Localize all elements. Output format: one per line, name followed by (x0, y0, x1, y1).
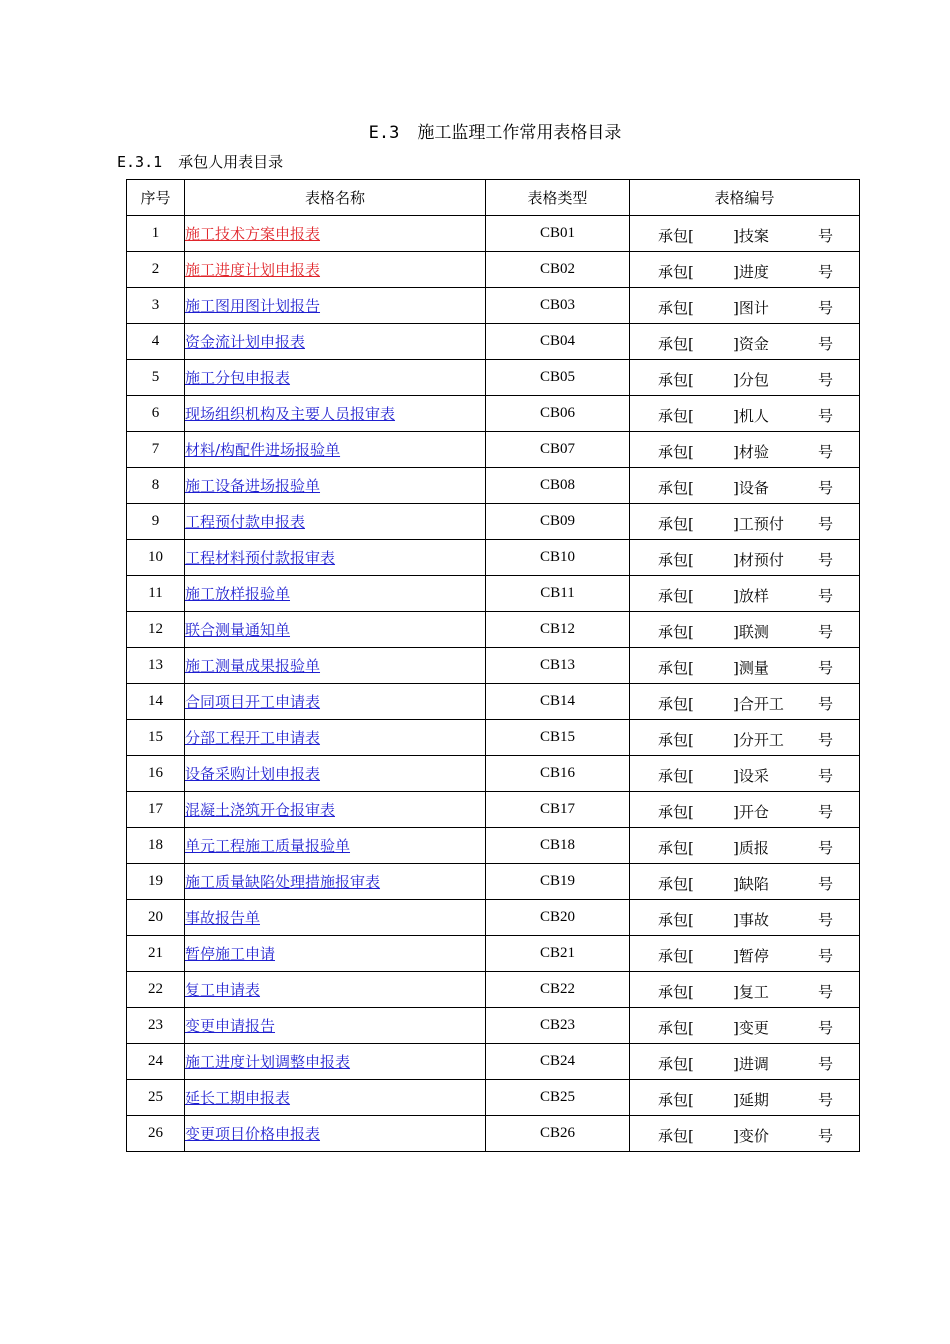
form-name-cell (185, 1044, 486, 1080)
code-prefix: 承包[ (658, 659, 694, 677)
row-index: 5 (127, 360, 185, 396)
form-name-link[interactable]: 施工技术方案申报表 (185, 225, 321, 243)
code-abbreviation: ]设备 (733, 479, 769, 497)
form-code-cell (630, 756, 860, 792)
form-code-cell (630, 360, 860, 396)
code-suffix: 号 (818, 443, 834, 461)
form-type-cell: CB15 (486, 720, 630, 756)
form-code-cell (630, 612, 860, 648)
code-abbreviation: ]分开工 (733, 731, 784, 749)
form-name-link[interactable]: 复工申请表 (185, 981, 261, 999)
header-form-name: 表格名称 (185, 180, 486, 216)
table-row (127, 360, 860, 396)
table-row (127, 684, 860, 720)
row-index: 10 (127, 540, 185, 576)
form-type-cell: CB08 (486, 468, 630, 504)
form-name-cell (185, 612, 486, 648)
form-name-link[interactable]: 施工分包申报表 (185, 369, 291, 387)
code-prefix: 承包[ (658, 479, 694, 497)
form-type-cell: CB07 (486, 432, 630, 468)
form-type-cell: CB21 (486, 936, 630, 972)
form-name-cell (185, 900, 486, 936)
form-name-cell (185, 432, 486, 468)
row-index: 24 (127, 1044, 185, 1080)
code-suffix: 号 (818, 263, 834, 281)
code-suffix: 号 (818, 839, 834, 857)
form-name-link[interactable]: 混凝土浇筑开仓报审表 (185, 801, 336, 819)
form-code-cell (630, 900, 860, 936)
form-name-link[interactable]: 变更项目价格申报表 (185, 1125, 321, 1143)
row-index: 16 (127, 756, 185, 792)
code-abbreviation: ]变更 (733, 1019, 769, 1037)
row-index: 23 (127, 1008, 185, 1044)
code-suffix: 号 (818, 1127, 834, 1145)
form-code-cell (630, 684, 860, 720)
code-abbreviation: ]质报 (733, 839, 769, 857)
row-index: 6 (127, 396, 185, 432)
form-type-cell: CB14 (486, 684, 630, 720)
form-type-cell: CB03 (486, 288, 630, 324)
form-name-link[interactable]: 施工设备进场报验单 (185, 477, 321, 495)
form-name-cell (185, 972, 486, 1008)
code-suffix: 号 (818, 371, 834, 389)
code-suffix: 号 (818, 767, 834, 785)
form-name-link[interactable]: 施工质量缺陷处理措施报审表 (185, 873, 381, 891)
code-suffix: 号 (818, 803, 834, 821)
code-abbreviation: ]材预付 (733, 551, 784, 569)
code-prefix: 承包[ (658, 947, 694, 965)
code-suffix: 号 (818, 335, 834, 353)
table-row (127, 468, 860, 504)
table-row (127, 900, 860, 936)
form-name-cell (185, 684, 486, 720)
table-row (127, 936, 860, 972)
form-name-link[interactable]: 材料/构配件进场报验单 (185, 441, 341, 459)
form-name-link[interactable]: 分部工程开工申请表 (185, 729, 321, 747)
code-suffix: 号 (818, 695, 834, 713)
form-name-cell (185, 324, 486, 360)
form-name-link[interactable]: 单元工程施工质量报验单 (185, 837, 351, 855)
row-index: 25 (127, 1080, 185, 1116)
form-name-link[interactable]: 施工放样报验单 (185, 585, 291, 603)
header-index: 序号 (127, 180, 185, 216)
form-catalog-table (126, 179, 860, 1152)
code-prefix: 承包[ (658, 875, 694, 893)
row-index: 18 (127, 828, 185, 864)
form-code-cell (630, 396, 860, 432)
code-abbreviation: ]设采 (733, 767, 769, 785)
code-prefix: 承包[ (658, 695, 694, 713)
code-prefix: 承包[ (658, 911, 694, 929)
form-code-cell (630, 288, 860, 324)
code-suffix: 号 (818, 1019, 834, 1037)
table-row (127, 504, 860, 540)
form-name-cell (185, 864, 486, 900)
code-suffix: 号 (818, 515, 834, 533)
table-row (127, 288, 860, 324)
form-code-cell (630, 468, 860, 504)
form-type-cell: CB18 (486, 828, 630, 864)
row-index: 4 (127, 324, 185, 360)
form-name-link[interactable]: 资金流计划申报表 (185, 333, 306, 351)
code-abbreviation: ]延期 (733, 1091, 769, 1109)
code-prefix: 承包[ (658, 731, 694, 749)
code-abbreviation: ]合开工 (733, 695, 784, 713)
table-row (127, 576, 860, 612)
form-name-link[interactable]: 施工测量成果报验单 (185, 657, 321, 675)
code-prefix: 承包[ (658, 839, 694, 857)
code-abbreviation: ]机人 (733, 407, 769, 425)
code-prefix: 承包[ (658, 407, 694, 425)
form-name-cell (185, 1116, 486, 1152)
code-abbreviation: ]图计 (733, 299, 769, 317)
table-row (127, 720, 860, 756)
form-code-cell (630, 828, 860, 864)
row-index: 2 (127, 252, 185, 288)
table-row (127, 396, 860, 432)
form-code-cell (630, 1080, 860, 1116)
code-prefix: 承包[ (658, 551, 694, 569)
code-abbreviation: ]缺陷 (733, 875, 769, 893)
code-abbreviation: ]联测 (733, 623, 769, 641)
code-prefix: 承包[ (658, 1055, 694, 1073)
code-suffix: 号 (818, 1091, 834, 1109)
form-name-cell (185, 1008, 486, 1044)
code-abbreviation: ]进度 (733, 263, 769, 281)
table-row (127, 540, 860, 576)
table-row (127, 1116, 860, 1152)
code-suffix: 号 (818, 947, 834, 965)
form-code-cell (630, 540, 860, 576)
row-index: 9 (127, 504, 185, 540)
code-suffix: 号 (818, 911, 834, 929)
table-row (127, 216, 860, 252)
code-prefix: 承包[ (658, 1091, 694, 1109)
form-code-cell (630, 936, 860, 972)
row-index: 7 (127, 432, 185, 468)
form-name-cell (185, 540, 486, 576)
code-abbreviation: ]分包 (733, 371, 769, 389)
form-name-link[interactable]: 设备采购计划申报表 (185, 765, 321, 783)
table-row (127, 1008, 860, 1044)
form-type-cell: CB26 (486, 1116, 630, 1152)
row-index: 26 (127, 1116, 185, 1152)
table-row (127, 828, 860, 864)
form-type-cell: CB22 (486, 972, 630, 1008)
table-row (127, 648, 860, 684)
section-number: E.3 (368, 123, 400, 143)
code-prefix: 承包[ (658, 299, 694, 317)
code-prefix: 承包[ (658, 515, 694, 533)
form-code-cell (630, 324, 860, 360)
code-suffix: 号 (818, 623, 834, 641)
form-type-cell: CB11 (486, 576, 630, 612)
code-abbreviation: ]放样 (733, 587, 769, 605)
form-name-cell (185, 936, 486, 972)
form-name-link[interactable]: 联合测量通知单 (185, 621, 291, 639)
code-suffix: 号 (818, 299, 834, 317)
form-type-cell: CB16 (486, 756, 630, 792)
row-index: 20 (127, 900, 185, 936)
code-suffix: 号 (818, 1055, 834, 1073)
form-name-link[interactable]: 施工进度计划申报表 (185, 261, 321, 279)
subsection-heading (117, 151, 283, 172)
form-name-link[interactable]: 延长工期申报表 (185, 1089, 291, 1107)
form-name-cell (185, 576, 486, 612)
page-title (0, 118, 950, 143)
form-code-cell (630, 972, 860, 1008)
code-suffix: 号 (818, 587, 834, 605)
form-type-cell: CB05 (486, 360, 630, 396)
form-name-cell (185, 504, 486, 540)
form-name-link[interactable]: 工程预付款申报表 (185, 513, 306, 531)
code-prefix: 承包[ (658, 443, 694, 461)
row-index: 19 (127, 864, 185, 900)
code-prefix: 承包[ (658, 623, 694, 641)
code-prefix: 承包[ (658, 371, 694, 389)
code-abbreviation: ]复工 (733, 983, 769, 1001)
form-name-cell (185, 216, 486, 252)
form-name-cell (185, 288, 486, 324)
row-index: 12 (127, 612, 185, 648)
code-abbreviation: ]资金 (733, 335, 769, 353)
form-code-cell (630, 216, 860, 252)
row-index: 14 (127, 684, 185, 720)
header-form-type: 表格类型 (486, 180, 630, 216)
form-name-link[interactable]: 施工图用图计划报告 (185, 297, 321, 315)
form-code-cell (630, 1008, 860, 1044)
code-abbreviation: ]技案 (733, 227, 769, 245)
code-abbreviation: ]开仓 (733, 803, 769, 821)
form-type-cell: CB04 (486, 324, 630, 360)
form-code-cell (630, 1116, 860, 1152)
form-name-cell (185, 396, 486, 432)
row-index: 17 (127, 792, 185, 828)
code-abbreviation: ]暂停 (733, 947, 769, 965)
row-index: 15 (127, 720, 185, 756)
form-name-cell (185, 1080, 486, 1116)
form-code-cell (630, 792, 860, 828)
form-code-cell (630, 1044, 860, 1080)
code-abbreviation: ]材验 (733, 443, 769, 461)
form-type-cell: CB06 (486, 396, 630, 432)
form-code-cell (630, 576, 860, 612)
header-form-code: 表格编号 (630, 180, 860, 216)
code-abbreviation: ]事故 (733, 911, 769, 929)
form-name-cell (185, 648, 486, 684)
code-prefix: 承包[ (658, 227, 694, 245)
code-prefix: 承包[ (658, 1127, 694, 1145)
row-index: 3 (127, 288, 185, 324)
form-type-cell: CB12 (486, 612, 630, 648)
code-suffix: 号 (818, 227, 834, 245)
form-code-cell (630, 252, 860, 288)
table-row (127, 324, 860, 360)
form-type-cell: CB13 (486, 648, 630, 684)
form-name-link[interactable]: 变更申请报告 (185, 1017, 276, 1035)
row-index: 8 (127, 468, 185, 504)
code-prefix: 承包[ (658, 263, 694, 281)
section-title: 施工监理工作常用表格目录 (417, 123, 622, 143)
row-index: 11 (127, 576, 185, 612)
table-row (127, 252, 860, 288)
code-suffix: 号 (818, 407, 834, 425)
form-name-cell (185, 828, 486, 864)
code-prefix: 承包[ (658, 587, 694, 605)
form-name-cell (185, 252, 486, 288)
table-row (127, 1044, 860, 1080)
form-name-link[interactable]: 工程材料预付款报审表 (185, 549, 336, 567)
row-index: 22 (127, 972, 185, 1008)
form-code-cell (630, 720, 860, 756)
form-name-link[interactable]: 事故报告单 (185, 909, 261, 927)
code-abbreviation: ]工预付 (733, 515, 784, 533)
table-row (127, 864, 860, 900)
form-name-cell (185, 792, 486, 828)
form-name-link[interactable]: 现场组织机构及主要人员报审表 (185, 405, 396, 423)
form-type-cell: CB24 (486, 1044, 630, 1080)
form-type-cell: CB20 (486, 900, 630, 936)
form-type-cell: CB19 (486, 864, 630, 900)
row-index: 13 (127, 648, 185, 684)
code-prefix: 承包[ (658, 767, 694, 785)
row-index: 21 (127, 936, 185, 972)
table-row (127, 612, 860, 648)
table-row (127, 432, 860, 468)
code-suffix: 号 (818, 983, 834, 1001)
code-abbreviation: ]进调 (733, 1055, 769, 1073)
form-type-cell: CB23 (486, 1008, 630, 1044)
table-row (127, 1080, 860, 1116)
code-abbreviation: ]测量 (733, 659, 769, 677)
form-type-cell: CB17 (486, 792, 630, 828)
table-row (127, 792, 860, 828)
form-name-link[interactable]: 合同项目开工申请表 (185, 693, 321, 711)
code-suffix: 号 (818, 875, 834, 893)
code-suffix: 号 (818, 731, 834, 749)
form-name-link[interactable]: 施工进度计划调整申报表 (185, 1053, 351, 1071)
form-code-cell (630, 432, 860, 468)
code-prefix: 承包[ (658, 803, 694, 821)
code-suffix: 号 (818, 551, 834, 569)
form-type-cell: CB09 (486, 504, 630, 540)
form-code-cell (630, 864, 860, 900)
form-name-cell (185, 720, 486, 756)
form-code-cell (630, 648, 860, 684)
form-type-cell: CB10 (486, 540, 630, 576)
table-header-row (127, 180, 860, 216)
form-type-cell: CB25 (486, 1080, 630, 1116)
code-suffix: 号 (818, 479, 834, 497)
code-suffix: 号 (818, 659, 834, 677)
row-index: 1 (127, 216, 185, 252)
code-prefix: 承包[ (658, 1019, 694, 1037)
code-prefix: 承包[ (658, 335, 694, 353)
form-type-cell: CB02 (486, 252, 630, 288)
table-row (127, 756, 860, 792)
form-code-cell (630, 504, 860, 540)
code-abbreviation: ]变价 (733, 1127, 769, 1145)
subsection-number: E.3.1 (117, 153, 163, 171)
subsection-title: 承包人用表目录 (178, 153, 284, 171)
form-type-cell: CB01 (486, 216, 630, 252)
form-name-link[interactable]: 暂停施工申请 (185, 945, 276, 963)
form-name-cell (185, 360, 486, 396)
form-name-cell (185, 468, 486, 504)
form-name-cell (185, 756, 486, 792)
code-prefix: 承包[ (658, 983, 694, 1001)
table-row (127, 972, 860, 1008)
